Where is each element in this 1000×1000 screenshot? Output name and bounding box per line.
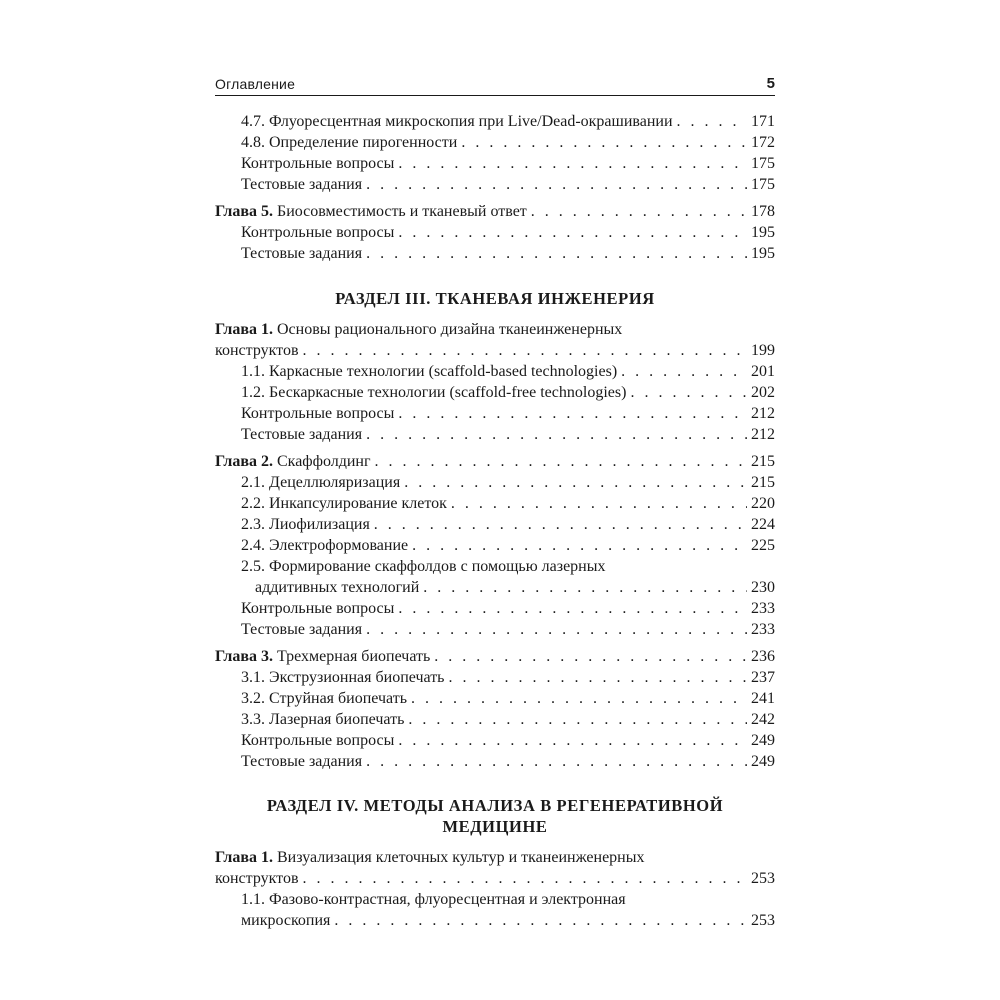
leader-dots (434, 646, 747, 667)
toc-entry: 4.7. Флуоресцентная микроскопия при Live/Dead-окрашивании . . . 171 (215, 111, 775, 132)
leader-dots (398, 403, 747, 424)
leader-dots (677, 111, 747, 132)
leader-dots (366, 751, 747, 772)
leader-dots (303, 868, 748, 889)
leader-dots (451, 493, 747, 514)
leader-dots (398, 598, 747, 619)
leader-dots (375, 451, 747, 472)
leader-dots (448, 667, 747, 688)
toc-entry: Контрольные вопросы . . . 233 (215, 598, 775, 619)
chapter-entry-line: Глава 1. Основы рационального дизайна тканеинженерных (215, 321, 623, 338)
leader-dots (630, 382, 747, 403)
toc-entry: 2.1. Децеллюляризация . . . 215 (215, 472, 775, 493)
toc-entry: 2.2. Инкапсулирование клеток . . . 220 (215, 493, 775, 514)
toc-entry: Контрольные вопросы . . . 195 (215, 222, 775, 243)
toc-entry: 4.8. Определение пирогенности . . . 172 (215, 132, 775, 153)
toc-entry: 2.4. Электроформование . . . 225 (215, 535, 775, 556)
leader-dots (366, 174, 747, 195)
leader-dots (408, 709, 747, 730)
leader-dots (366, 243, 747, 264)
leader-dots (411, 688, 747, 709)
toc-group-chapter-5 (215, 201, 775, 264)
toc-entry: 3.2. Струйная биопечать . . . 241 (215, 688, 775, 709)
toc-group-s3-chapter-3 (215, 646, 775, 772)
chapter-entry: Глава 3. Трехмерная биопечать . . . 236 (215, 646, 775, 667)
table-of-contents (215, 111, 775, 931)
leader-dots (531, 201, 747, 222)
chapter-entry-continuation: конструктов . . . 253 (215, 868, 775, 889)
leader-dots (366, 424, 747, 445)
toc-entry: Тестовые задания . . . 233 (215, 619, 775, 640)
toc-entry-line: 2.5. Формирование скаффолдов с помощью лазерных (241, 558, 606, 575)
toc-group-s3-chapter-2 (215, 451, 775, 640)
leader-dots (412, 535, 747, 556)
header-page-number: 5 (766, 75, 775, 92)
toc-group-s3-chapter-1 (215, 319, 775, 445)
toc-group-s4-chapter-1 (215, 847, 775, 931)
running-header (215, 72, 775, 96)
leader-dots (404, 472, 747, 493)
toc-entry: Тестовые задания . . . 175 (215, 174, 775, 195)
toc-entry: 3.1. Экструзионная биопечать . . . 237 (215, 667, 775, 688)
toc-group-continuation (215, 111, 775, 195)
chapter-entry-continuation: конструктов . . . 199 (215, 340, 775, 361)
toc-entry: Тестовые задания . . . 212 (215, 424, 775, 445)
leader-dots (423, 577, 747, 598)
leader-dots (398, 730, 747, 751)
book-page (215, 72, 775, 931)
section-heading: РАЗДЕЛ IV. МЕТОДЫ АНАЛИЗА В РЕГЕНЕРАТИВНОЙ МЕДИЦИНЕ (266, 796, 724, 836)
toc-entry: Контрольные вопросы . . . 249 (215, 730, 775, 751)
toc-entry: Тестовые задания . . . 195 (215, 243, 775, 264)
header-title: Оглавление (215, 76, 296, 92)
toc-entry: 1.1. Каркасные технологии (scaffold-based technologies) . . . 201 (215, 361, 775, 382)
toc-entry-continuation: аддитивных технологий . . . 230 (215, 577, 775, 598)
toc-entry: 3.3. Лазерная биопечать . . . 242 (215, 709, 775, 730)
leader-dots (366, 619, 747, 640)
toc-entry: Тестовые задания . . . 249 (215, 751, 775, 772)
leader-dots (374, 514, 747, 535)
toc-entry: Контрольные вопросы . . . 212 (215, 403, 775, 424)
chapter-entry: Глава 5. Биосовместимость и тканевый ответ . . . 178 (215, 201, 775, 222)
toc-entry-line: 1.1. Фазово-контрастная, флуоресцентная и электронная (241, 891, 626, 908)
section-heading: РАЗДЕЛ III. ТКАНЕВАЯ ИНЖЕНЕРИЯ (335, 289, 655, 308)
leader-dots (303, 340, 748, 361)
toc-entry: Контрольные вопросы . . . 175 (215, 153, 775, 174)
toc-entry: 1.2. Бескаркасные технологии (scaffold-free technologies) . . . 202 (215, 382, 775, 403)
leader-dots (398, 153, 747, 174)
leader-dots (461, 132, 747, 153)
toc-entry-continuation: микроскопия . . . 253 (215, 910, 775, 931)
leader-dots (621, 361, 747, 382)
leader-dots (398, 222, 747, 243)
leader-dots (334, 910, 747, 931)
toc-entry: 2.3. Лиофилизация . . . 224 (215, 514, 775, 535)
chapter-entry-line: Глава 1. Визуализация клеточных культур и тканеинженерных (215, 849, 645, 866)
chapter-entry: Глава 2. Скаффолдинг . . . 215 (215, 451, 775, 472)
